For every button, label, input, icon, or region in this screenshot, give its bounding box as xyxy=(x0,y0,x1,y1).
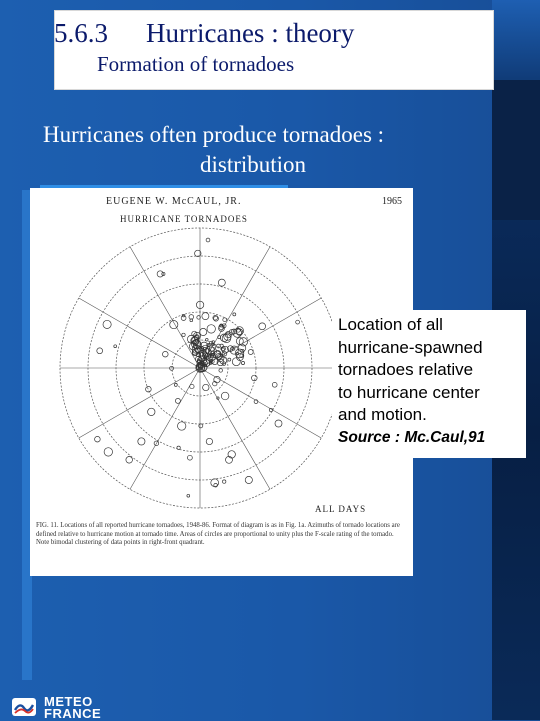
plot-spoke xyxy=(200,368,270,489)
plot-marker xyxy=(228,358,231,361)
plot-marker xyxy=(189,315,194,320)
right-edge-block xyxy=(492,80,540,220)
slide-subtitle: Formation of tornadoes xyxy=(97,52,295,76)
plot-marker xyxy=(214,316,219,321)
annotation-source: Source : Mc.Caul,91 xyxy=(338,428,486,446)
section-number: 5.6.3 xyxy=(54,18,108,48)
plot-marker xyxy=(223,318,227,322)
plot-spoke xyxy=(79,368,200,438)
figure-all-days-label: ALL DAYS xyxy=(315,504,367,514)
plot-marker xyxy=(241,361,244,364)
plot-spoke xyxy=(130,247,200,368)
plot-marker xyxy=(259,323,266,330)
figure-year: 1965 xyxy=(382,196,402,207)
plot-marker xyxy=(200,328,207,335)
plot-marker xyxy=(103,320,111,328)
plot-marker xyxy=(148,408,155,415)
plot-marker xyxy=(206,339,209,342)
plot-marker xyxy=(170,321,178,329)
plot-marker xyxy=(252,375,258,381)
plot-marker xyxy=(138,438,145,445)
plot-marker xyxy=(187,494,190,497)
meteo-france-logo xyxy=(6,694,114,720)
plot-marker xyxy=(218,279,225,286)
plot-spoke xyxy=(200,368,321,438)
plot-marker xyxy=(157,271,163,277)
plot-marker xyxy=(206,238,210,242)
figure-plot-title: HURRICANE TORNADOES xyxy=(120,214,248,224)
plot-marker xyxy=(248,350,253,355)
plot-marker xyxy=(126,457,133,464)
plot-spoke xyxy=(200,298,321,368)
slide-title xyxy=(54,18,354,49)
plot-marker xyxy=(233,313,236,316)
plot-marker xyxy=(174,383,177,386)
plot-marker xyxy=(178,422,186,430)
heading-line-1: Hurricanes often produce tornadoes : xyxy=(43,122,385,147)
heading-line-2: distribution xyxy=(200,152,307,177)
plot-marker xyxy=(97,348,103,354)
annotation-line-3: tornadoes relative xyxy=(338,360,474,379)
figure-caption: FIG. 11. Locations of all reported hurricane tornadoes, 1948-86. Format of diagram is as in Fig. 1a. Azimuths of tornado locations are defined relative to hurricane motion at tornado time. Areas of circles are proportional to unity plus the F-scale rating of the tornado. Note bimodal clustering of data points in right-front quadrant. xyxy=(36,522,400,547)
annotation-line-4: to hurricane center xyxy=(338,382,480,402)
plot-marker xyxy=(181,316,186,321)
plot-marker xyxy=(206,438,212,444)
plot-marker xyxy=(207,325,215,333)
plot-marker xyxy=(203,384,209,390)
plot-marker xyxy=(245,476,252,483)
plot-marker xyxy=(272,382,277,387)
plot-marker xyxy=(182,333,185,336)
plot-marker xyxy=(219,369,223,373)
plot-marker xyxy=(275,420,282,427)
annotation-line-2: hurricane-spawned xyxy=(338,337,483,357)
plot-marker xyxy=(296,320,300,324)
annotation-box xyxy=(332,310,526,458)
plot-marker xyxy=(188,455,193,460)
plot-marker xyxy=(221,392,229,400)
plot-marker xyxy=(146,386,152,392)
plot-marker xyxy=(232,358,240,366)
plot-marker xyxy=(190,384,194,388)
plot-marker xyxy=(223,480,226,483)
annotation-line-1: Location of all xyxy=(338,315,443,334)
plot-marker xyxy=(104,448,112,456)
logo-text-line-1: METEO xyxy=(44,694,93,709)
plot-marker xyxy=(95,436,101,442)
plot-marker xyxy=(228,451,235,458)
plot-marker xyxy=(163,351,169,357)
figure-author: EUGENE W. McCAUL, JR. xyxy=(106,196,242,207)
plot-marker xyxy=(214,376,220,382)
plot-spoke xyxy=(79,298,200,368)
plot-marker xyxy=(238,344,246,352)
annotation-line-5: and motion. xyxy=(338,405,427,424)
title-text: Hurricanes : theory xyxy=(146,18,355,48)
plot-marker xyxy=(114,345,117,348)
plot-marker xyxy=(177,446,180,449)
logo-text-line-2: FRANCE xyxy=(44,706,102,721)
plot-marker xyxy=(175,398,180,403)
plot-marker xyxy=(199,424,203,428)
plot-marker xyxy=(202,313,209,320)
logo-mark-icon xyxy=(12,698,36,716)
